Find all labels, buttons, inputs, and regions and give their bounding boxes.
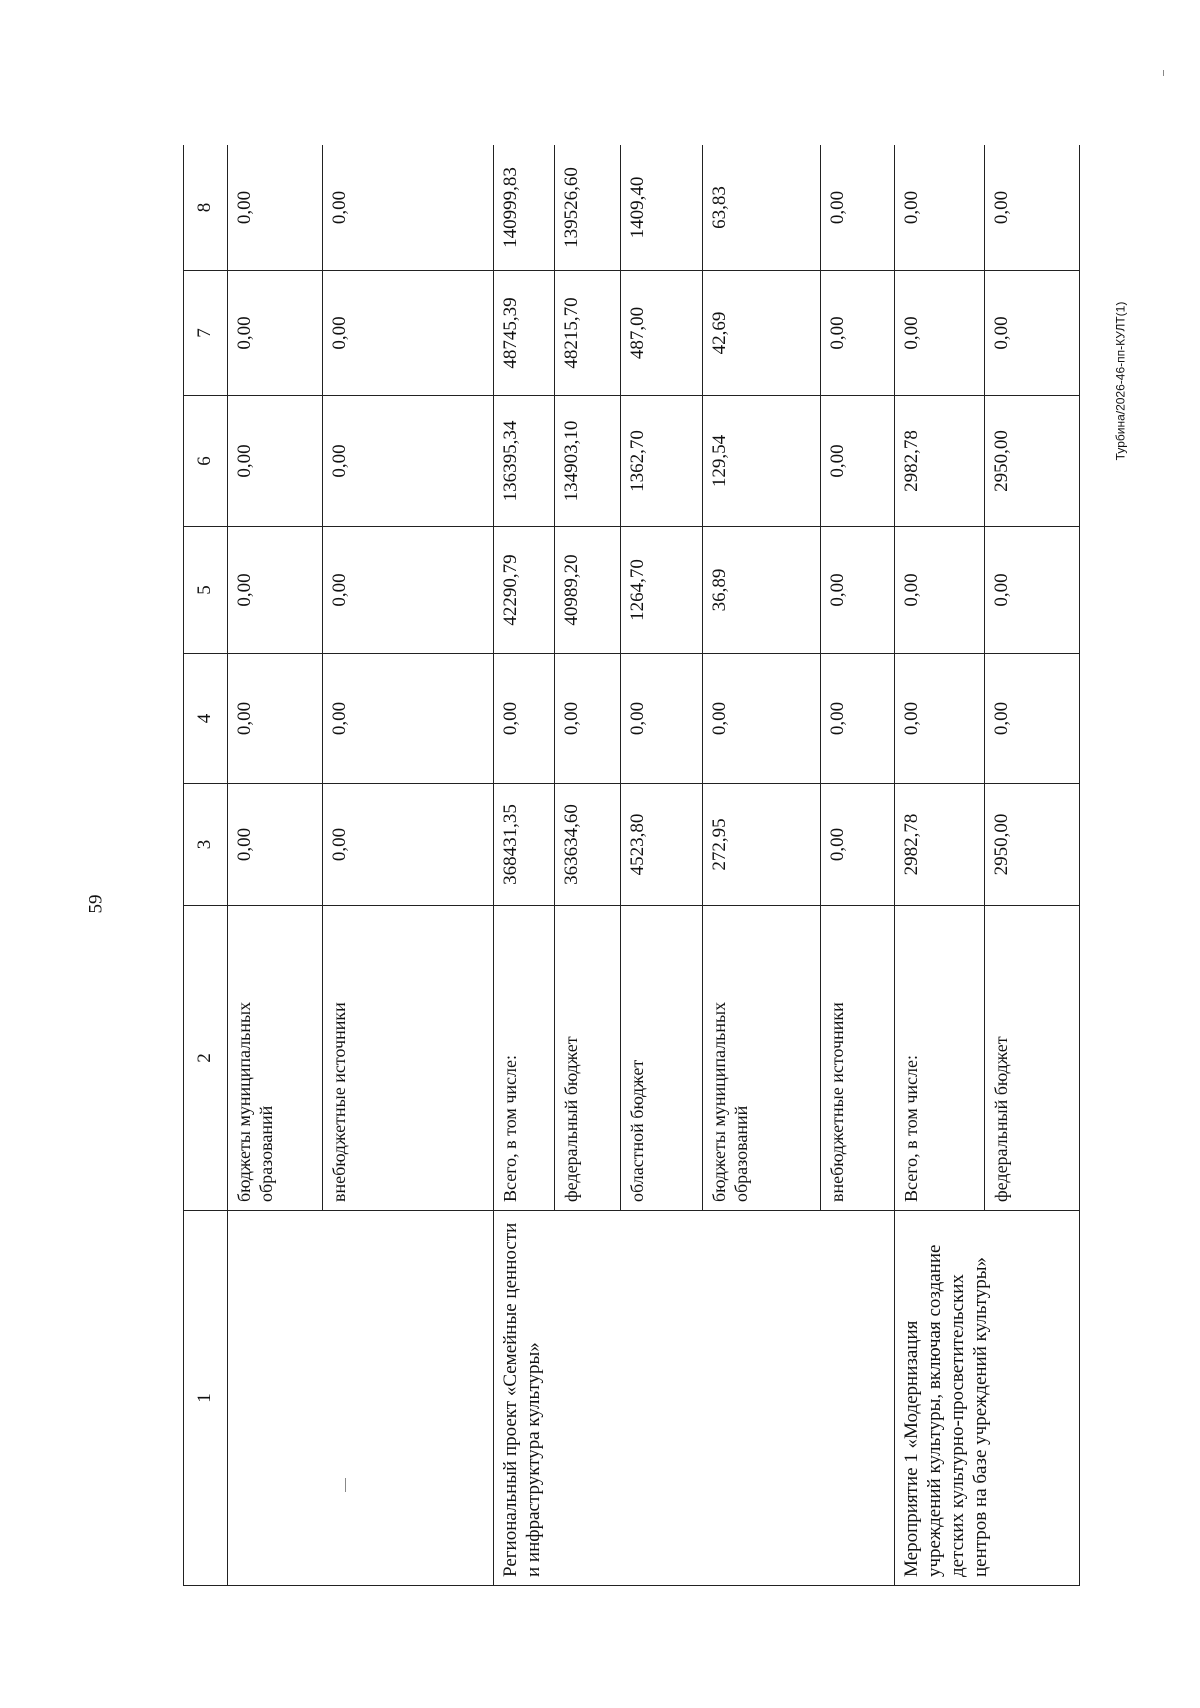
value-cell: 368431,35 xyxy=(494,784,555,906)
value-cell: 0,00 xyxy=(895,145,985,271)
value-cell: 0,00 xyxy=(821,527,895,654)
value-cell: 0,00 xyxy=(228,527,323,654)
value-cell: 0,00 xyxy=(984,654,1079,784)
value-cell: 63,83 xyxy=(703,145,821,271)
value-cell: 0,00 xyxy=(821,784,895,906)
value-cell: 0,00 xyxy=(984,145,1079,271)
funding-source-cell: бюджеты муниципальных образований xyxy=(703,906,821,1211)
value-cell: 136395,34 xyxy=(494,396,555,527)
value-cell: 0,00 xyxy=(895,527,985,654)
header-cell: 4 xyxy=(184,654,228,784)
value-cell: 0,00 xyxy=(228,654,323,784)
value-cell: 487,00 xyxy=(620,271,702,396)
funding-source-cell: внебюджетные источники xyxy=(821,906,895,1211)
table-row xyxy=(494,145,555,1586)
funding-source-cell: областной бюджет xyxy=(620,906,702,1211)
value-cell: 0,00 xyxy=(821,654,895,784)
value-cell: 0,00 xyxy=(703,654,821,784)
value-cell: 272,95 xyxy=(703,784,821,906)
value-cell: 2950,00 xyxy=(984,784,1079,906)
funding-table xyxy=(183,145,1080,1586)
value-cell: 0,00 xyxy=(620,654,702,784)
value-cell: 42290,79 xyxy=(494,527,555,654)
value-cell: 1264,70 xyxy=(620,527,702,654)
table-row xyxy=(895,145,985,1586)
value-cell: 0,00 xyxy=(228,145,323,271)
value-cell: 0,00 xyxy=(555,654,620,784)
header-cell: 6 xyxy=(184,396,228,527)
value-cell: 0,00 xyxy=(228,396,323,527)
funding-source-cell: Всего, в том числе: xyxy=(895,906,985,1211)
value-cell: 42,69 xyxy=(703,271,821,396)
value-cell: 363634,60 xyxy=(555,784,620,906)
value-cell: 134903,10 xyxy=(555,396,620,527)
table-header-row xyxy=(184,145,228,1586)
value-cell: 0,00 xyxy=(984,271,1079,396)
value-cell: 140999,83 xyxy=(494,145,555,271)
value-cell: 1409,40 xyxy=(620,145,702,271)
rotated-table-container xyxy=(183,145,1080,1586)
table-row xyxy=(228,145,323,1586)
header-cell: 3 xyxy=(184,784,228,906)
value-cell: 0,00 xyxy=(821,271,895,396)
value-cell: 0,00 xyxy=(323,145,494,271)
value-cell: 129,54 xyxy=(703,396,821,527)
header-cell: 1 xyxy=(184,1211,228,1586)
header-cell: 7 xyxy=(184,271,228,396)
value-cell: 0,00 xyxy=(323,271,494,396)
value-cell: 0,00 xyxy=(323,784,494,906)
item-name-cell: Мероприятие 1 «Модернизация учреждений культуры, включая создание детских культурно-просветительских центров на базе учреждений культуры» xyxy=(895,1211,1080,1586)
funding-source-cell: внебюджетные источники xyxy=(323,906,494,1211)
value-cell: 0,00 xyxy=(323,654,494,784)
value-cell: 4523,80 xyxy=(620,784,702,906)
value-cell: 2982,78 xyxy=(895,396,985,527)
value-cell: 0,00 xyxy=(895,271,985,396)
header-cell: 2 xyxy=(184,906,228,1211)
funding-source-cell: федеральный бюджет xyxy=(555,906,620,1211)
value-cell: 139526,60 xyxy=(555,145,620,271)
page-number-text: 59 xyxy=(85,894,106,914)
value-cell: 0,00 xyxy=(494,654,555,784)
item-name-cell: Региональный проект «Семейные ценности и инфраструктура культуры» xyxy=(494,1211,895,1586)
value-cell: 1362,70 xyxy=(620,396,702,527)
value-cell: 0,00 xyxy=(821,145,895,271)
value-cell: 0,00 xyxy=(228,784,323,906)
value-cell: 2982,78 xyxy=(895,784,985,906)
value-cell: 0,00 xyxy=(821,396,895,527)
header-cell: 8 xyxy=(184,145,228,271)
value-cell: 2950,00 xyxy=(984,396,1079,527)
item-name-cell xyxy=(228,1211,494,1586)
value-cell: 48215,70 xyxy=(555,271,620,396)
header-cell: 5 xyxy=(184,527,228,654)
table-frame xyxy=(183,145,1080,1586)
funding-source-cell: Всего, в том числе: xyxy=(494,906,555,1211)
funding-source-cell: федеральный бюджет xyxy=(984,906,1079,1211)
value-cell: 0,00 xyxy=(228,271,323,396)
value-cell: 0,00 xyxy=(323,396,494,527)
value-cell: 48745,39 xyxy=(494,271,555,396)
value-cell: 40989,20 xyxy=(555,527,620,654)
page-number xyxy=(83,884,109,924)
scan-artifact xyxy=(1163,70,1164,76)
funding-source-cell: бюджеты муниципальных образований xyxy=(228,906,323,1211)
value-cell: 36,89 xyxy=(703,527,821,654)
document-identifier-text: Турбина/2026-46-пп-КУЛТ(1) xyxy=(1113,301,1127,461)
value-cell: 0,00 xyxy=(984,527,1079,654)
value-cell: 0,00 xyxy=(895,654,985,784)
document-identifier xyxy=(1108,236,1132,526)
value-cell: 0,00 xyxy=(323,527,494,654)
